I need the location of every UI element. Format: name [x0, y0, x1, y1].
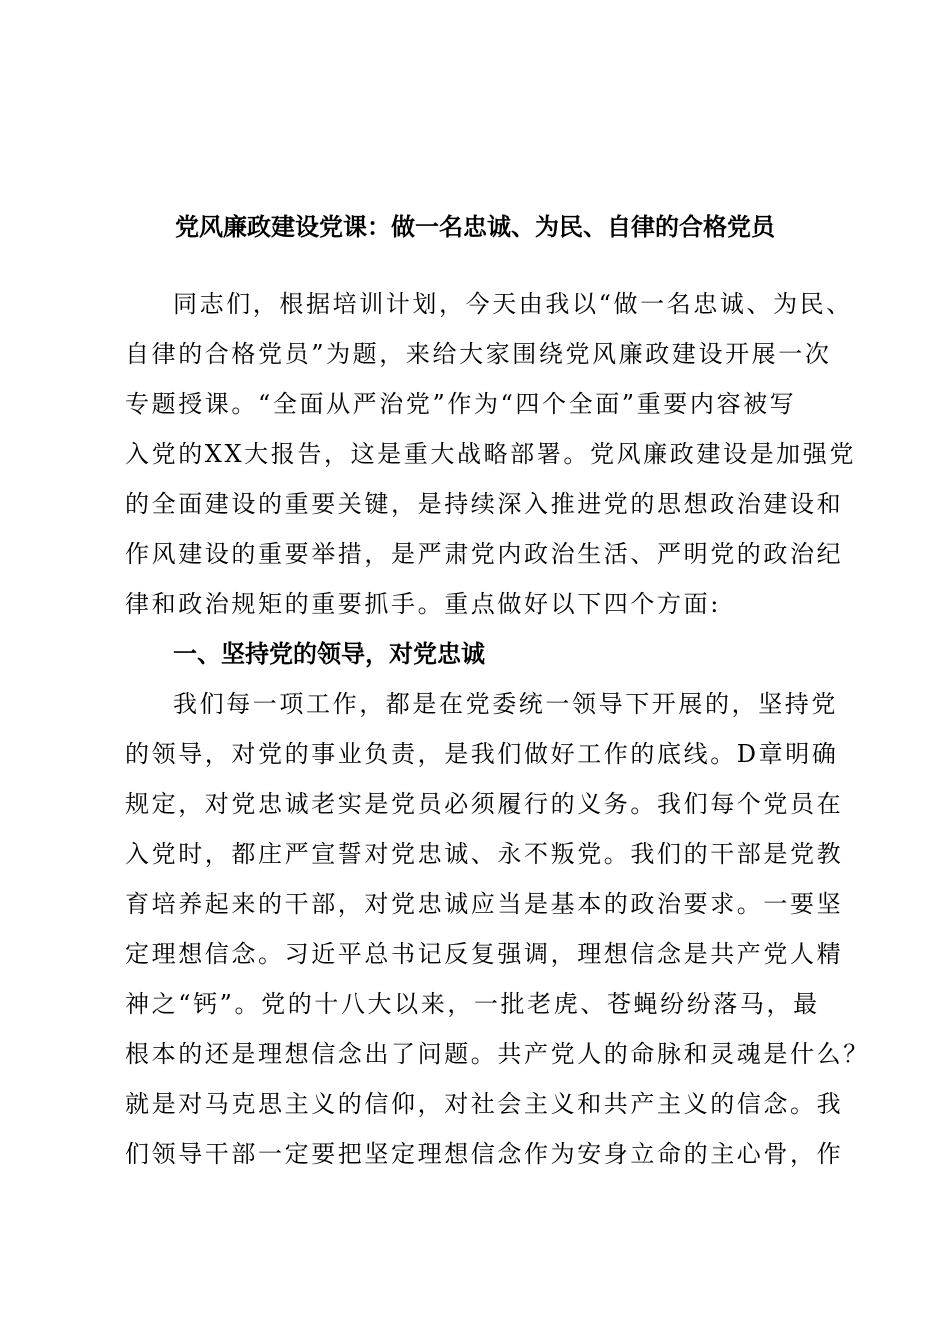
paragraph-2-line-3: 规定，对党忠诚老实是党员必须履行的义务。我们每个党员在 — [125, 790, 844, 818]
paragraph-2-line-7: 神之“钙”。党的十八大以来，一批老虎、苍蝇纷纷落马，最 — [125, 990, 820, 1018]
section-1-heading: 一、坚持党的领导，对党忠诚 — [173, 640, 485, 668]
paragraph-2-line-2: 的领导，对党的事业负责，是我们做好工作的底线。D章明确 — [125, 740, 839, 768]
document-title: 党风廉政建设党课：做一名忠诚、为民、自律的合格党员 — [175, 213, 775, 241]
paragraph-1-line-4: 入党的XX大报告，这是重大战略部署。党风廉政建设是加强党 — [125, 440, 856, 468]
paragraph-2-line-1: 我们每一项工作，都是在党委统一领导下开展的，坚持党 — [173, 690, 838, 718]
paragraph-2-line-4: 入党时，都庄严宣誓对党忠诚、永不叛党。我们的干部是党教 — [125, 840, 844, 868]
paragraph-1-line-1: 同志们，根据培训计划，今天由我以“做一名忠诚、为民、 — [173, 290, 853, 318]
paragraph-2-line-9: 就是对马克思主义的信仰，对社会主义和共产主义的信念。我 — [125, 1090, 844, 1118]
paragraph-1-line-3: 专题授课。“全面从严治党”作为“四个全面”重要内容被写 — [125, 390, 797, 418]
paragraph-2-line-6: 定理想信念。习近平总书记反复强调，理想信念是共产党人精 — [125, 940, 844, 968]
paragraph-2-line-10: 们领导干部一定要把坚定理想信念作为安身立命的主心骨，作 — [125, 1140, 844, 1168]
paragraph-1-line-7: 律和政治规矩的重要抓手。重点做好以下四个方面: — [125, 590, 721, 618]
paragraph-1-line-2: 自律的合格党员”为题，来给大家围绕党风廉政建设开展一次 — [125, 340, 832, 368]
paragraph-2-line-8: 根本的还是理想信念出了问题。共产党人的命脉和灵魂是什么？ — [125, 1040, 870, 1068]
paragraph-1-line-5: 的全面建设的重要关键，是持续深入推进党的思想政治建设和 — [125, 490, 844, 518]
paragraph-1-line-6: 作风建设的重要举措，是严肃党内政治生活、严明党的政治纪 — [125, 540, 844, 568]
paragraph-2-line-5: 育培养起来的干部，对党忠诚应当是基本的政治要求。一要坚 — [125, 890, 844, 918]
